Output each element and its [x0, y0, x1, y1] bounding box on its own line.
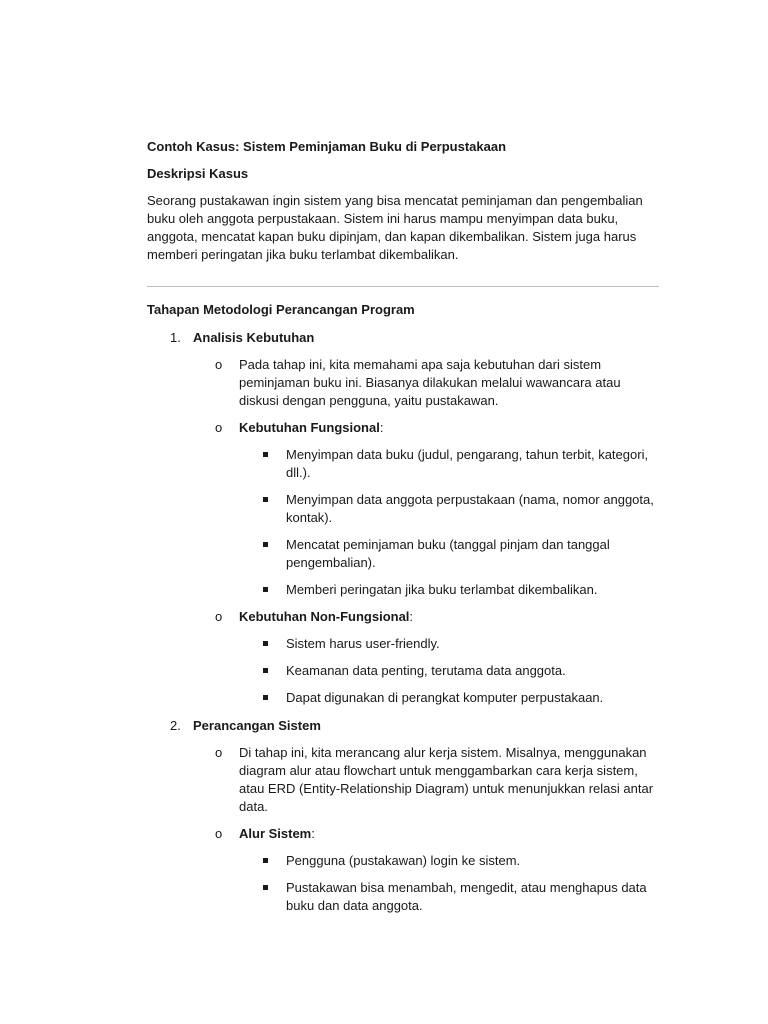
list-item [147, 536, 659, 572]
circle-bullet-icon: o [215, 826, 223, 841]
group-label: Alur Sistem [239, 826, 312, 841]
list-item [147, 635, 659, 653]
section-title: Tahapan Metodologi Perancangan Program [147, 302, 415, 317]
step-intro-item [147, 744, 659, 816]
square-bullet-icon [263, 587, 268, 592]
list-item [147, 879, 659, 915]
step-number: 2. [170, 718, 181, 733]
group-label-suffix: : [311, 826, 315, 841]
requirement-group [147, 608, 659, 626]
requirement-group [147, 825, 659, 843]
list-item [147, 491, 659, 527]
horizontal-divider [147, 286, 659, 287]
list-item [147, 581, 659, 599]
description-paragraph: Seorang pustakawan ingin sistem yang bisa mencatat peminjaman dan pengembalian buku oleh anggota perpustakaan. Sistem ini harus mampu menyimpan data buku, anggota, mencatat kapan buku dipinjam, dan kapan dikembalikan. Sistem juga harus memberi peringatan jika buku terlambat dikembalikan. [147, 193, 643, 262]
description-heading: Deskripsi Kasus [147, 166, 249, 181]
list-item-text: Menyimpan data anggota perpustakaan (nama, nomor anggota, kontak). [286, 492, 654, 525]
list-item-text: Keamanan data penting, terutama data anggota. [286, 663, 566, 678]
circle-bullet-icon: o [215, 357, 223, 372]
step-number: 1. [170, 330, 181, 345]
group-label-suffix: : [409, 609, 414, 624]
list-item-text: Dapat digunakan di perangkat komputer perpustakaan. [286, 690, 604, 705]
step-intro-text: Pada tahap ini, kita memahami apa saja kebutuhan dari sistem peminjaman buku ini. Biasanya dilakukan melalui wawancara atau diskusi dengan pengguna, yaitu pustakawan. [239, 357, 621, 408]
document-title: Contoh Kasus: Sistem Peminjaman Buku di Perpustakaan [147, 139, 507, 154]
step-intro-item [147, 356, 659, 410]
square-bullet-icon [263, 695, 268, 700]
list-item [147, 662, 659, 680]
square-bullet-icon [263, 641, 268, 646]
step-item [147, 717, 659, 735]
list-item-text: Memberi peringatan jika buku terlambat dikembalikan. [286, 582, 598, 597]
requirement-group [147, 419, 659, 437]
group-label: Kebutuhan Fungsional [239, 420, 380, 435]
circle-bullet-icon: o [215, 745, 223, 760]
list-item-text: Pengguna (pustakawan) login ke sistem. [286, 853, 521, 868]
step-item [147, 329, 659, 347]
list-item-text: Mencatat peminjaman buku (tanggal pinjam dan tanggal pengembalian). [286, 537, 610, 570]
list-item [147, 852, 659, 870]
group-label-suffix: : [379, 420, 384, 435]
list-item-text: Menyimpan data buku (judul, pengarang, tahun terbit, kategori, dll.). [286, 447, 649, 480]
circle-bullet-icon: o [215, 609, 223, 624]
square-bullet-icon [263, 497, 268, 502]
list-item-text: Sistem harus user-friendly. [286, 636, 440, 651]
group-label: Kebutuhan Non-Fungsional [239, 609, 410, 624]
list-item [147, 689, 659, 707]
square-bullet-icon [263, 542, 268, 547]
list-item [147, 446, 659, 482]
circle-bullet-icon: o [215, 420, 223, 435]
square-bullet-icon [263, 885, 268, 890]
square-bullet-icon [263, 668, 268, 673]
list-item-text: Pustakawan bisa menambah, mengedit, atau menghapus data buku dan data anggota. [286, 880, 647, 913]
square-bullet-icon [263, 452, 268, 457]
step-label: Analisis Kebutuhan [193, 330, 315, 345]
step-label: Perancangan Sistem [193, 718, 321, 733]
step-intro-text: Di tahap ini, kita merancang alur kerja sistem. Misalnya, menggunakan diagram alur atau flowchart untuk menggambarkan cara kerja sistem, atau ERD (Entity-Relationship Diagram) untuk menunjukkan relasi antar data. [239, 745, 654, 814]
square-bullet-icon [263, 858, 268, 863]
document-body [147, 138, 659, 915]
